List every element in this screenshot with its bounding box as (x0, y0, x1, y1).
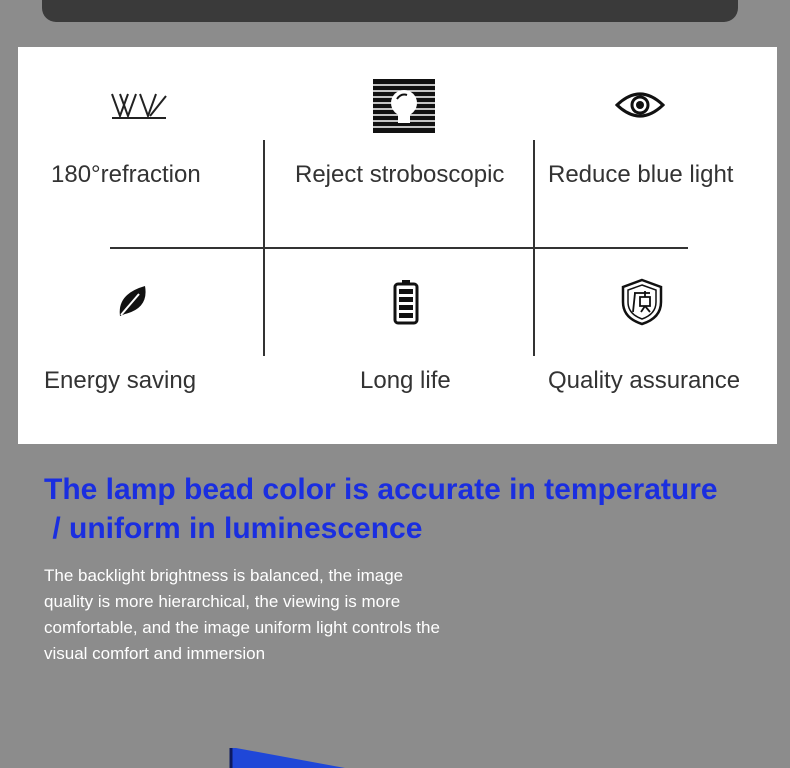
refraction-icon (110, 92, 168, 120)
feature-label-quality: Quality assurance (548, 367, 741, 394)
headline-line-2: / uniform in luminescence (44, 512, 423, 545)
top-dark-bar (42, 0, 738, 22)
features-panel (18, 47, 777, 444)
feature-label-long-life: Long life (360, 367, 451, 394)
bulb-stroboscopic-icon (373, 79, 435, 133)
headline-line-1: The lamp bead color is accurate in temperature (44, 473, 718, 506)
feature-label-stroboscopic: Reject stroboscopic (295, 161, 505, 188)
eye-icon (615, 91, 665, 119)
feature-label-blue-light: Reduce blue light (548, 161, 734, 188)
feature-label-energy: Energy saving (44, 367, 197, 394)
leaf-icon (117, 284, 149, 318)
battery-icon (393, 279, 419, 325)
feature-label-refraction: 180°refraction (51, 161, 201, 188)
tv-screen-edge (0, 740, 790, 768)
quality-shield-icon (620, 278, 664, 326)
description-text: The backlight brightness is balanced, the image quality is more hierarchical, the viewing is more comfortable, and the image uniform light controls the visual comfort and immersion (44, 566, 440, 663)
headline (44, 470, 764, 548)
divider-horizontal (110, 247, 688, 249)
